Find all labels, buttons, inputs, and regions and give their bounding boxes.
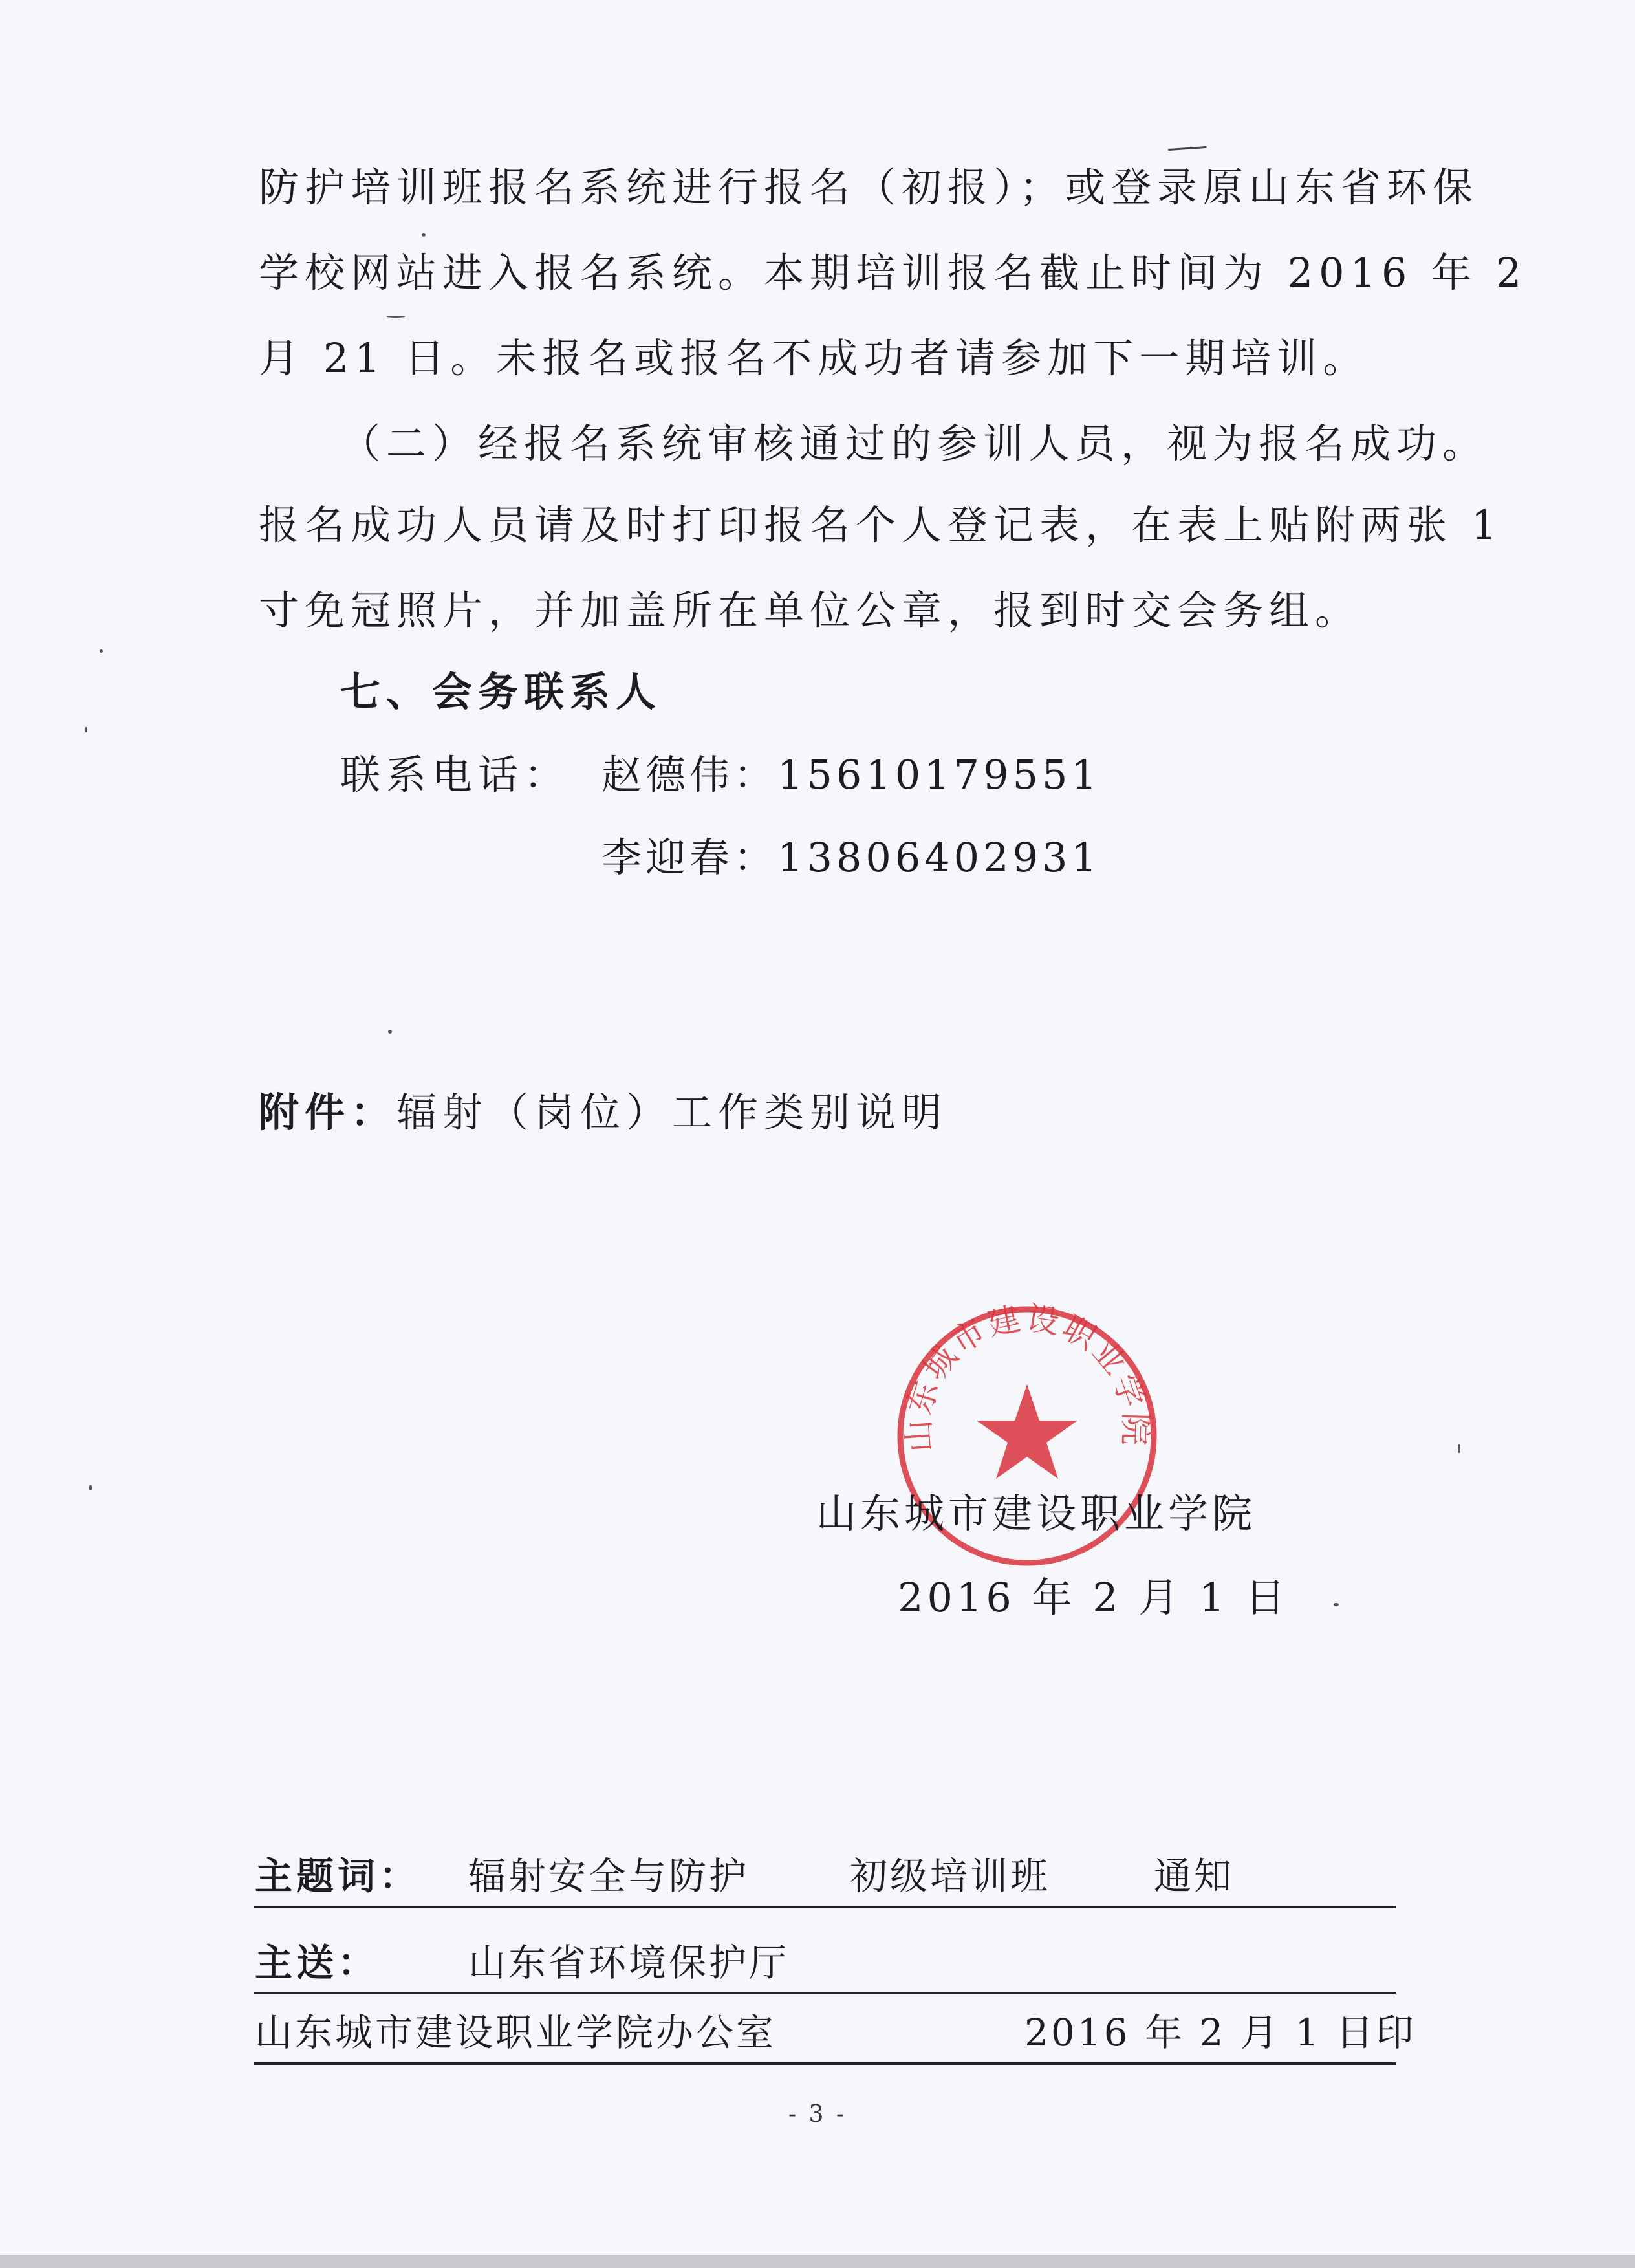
contact-label: 联系电话： — [340, 751, 570, 798]
star-icon — [977, 1384, 1077, 1479]
scan-edge — [0, 2255, 1635, 2268]
scan-artifact — [89, 1485, 92, 1490]
body-line-4: （二）经报名系统审核通过的参训人员，视为报名成功。 — [340, 420, 1489, 467]
attachment-text: 辐射（岗位）工作类别说明 — [396, 1089, 948, 1136]
contact-entry: 赵德伟：15610179551 — [601, 751, 1101, 798]
keyword: 通知 — [1154, 1854, 1235, 1898]
signature-date: 2016 年 2 月 1 日 — [898, 1574, 1290, 1621]
footer-rule — [254, 1906, 1396, 1908]
scan-artifact — [100, 649, 103, 653]
keyword: 初级培训班 — [850, 1854, 1051, 1898]
body-line-3: 月 21 日。未报名或报名不成功者请参加下一期培训。 — [259, 334, 1369, 382]
body-line-2: 学校网站进入报名系统。本期培训报名截止时间为 2016 年 2 — [259, 249, 1528, 296]
signature-org: 山东城市建设职业学院 — [816, 1490, 1257, 1537]
attachment-label: 附件： — [259, 1089, 397, 1136]
scan-artifact — [1334, 1603, 1339, 1606]
recipient-value: 山东省环境保护厅 — [468, 1941, 790, 1985]
footer-rule — [254, 2062, 1396, 2065]
contact-entry: 李迎春：13806402931 — [601, 834, 1101, 881]
scan-artifact — [85, 727, 87, 732]
body-line-5: 报名成功人员请及时打印报名个人登记表，在表上贴附两张 1 — [259, 501, 1503, 549]
keyword: 辐射安全与防护 — [468, 1854, 750, 1898]
footer-rule — [254, 1992, 1396, 1994]
section-heading: 七、会务联系人 — [340, 668, 662, 715]
body-line-1: 防护培训班报名系统进行报名（初报）；或登录原山东省环保 — [259, 164, 1479, 211]
print-date: 2016 年 2 月 1 日印 — [1024, 2011, 1416, 2055]
body-line-6: 寸免冠照片，并加盖所在单位公章，报到时交会务组。 — [259, 587, 1361, 634]
scan-artifact — [422, 233, 426, 237]
attachment-line — [259, 1087, 947, 1139]
scan-artifact — [1458, 1444, 1460, 1453]
keywords-row — [255, 1851, 1396, 1901]
keywords-label: 主题词： — [255, 1854, 421, 1898]
scan-artifact — [1168, 146, 1207, 151]
recipient-label: 主送： — [255, 1941, 380, 1985]
issuer: 山东城市建设职业学院办公室 — [255, 2011, 777, 2055]
page-number: - 3 - — [788, 2101, 847, 2128]
recipient-row — [255, 1938, 1396, 1987]
scan-artifact — [387, 316, 405, 318]
scan-artifact — [388, 1030, 392, 1034]
issuer-row — [255, 2008, 1416, 2057]
seal-text: 山东城市建设职业学院 — [899, 1300, 1154, 1454]
